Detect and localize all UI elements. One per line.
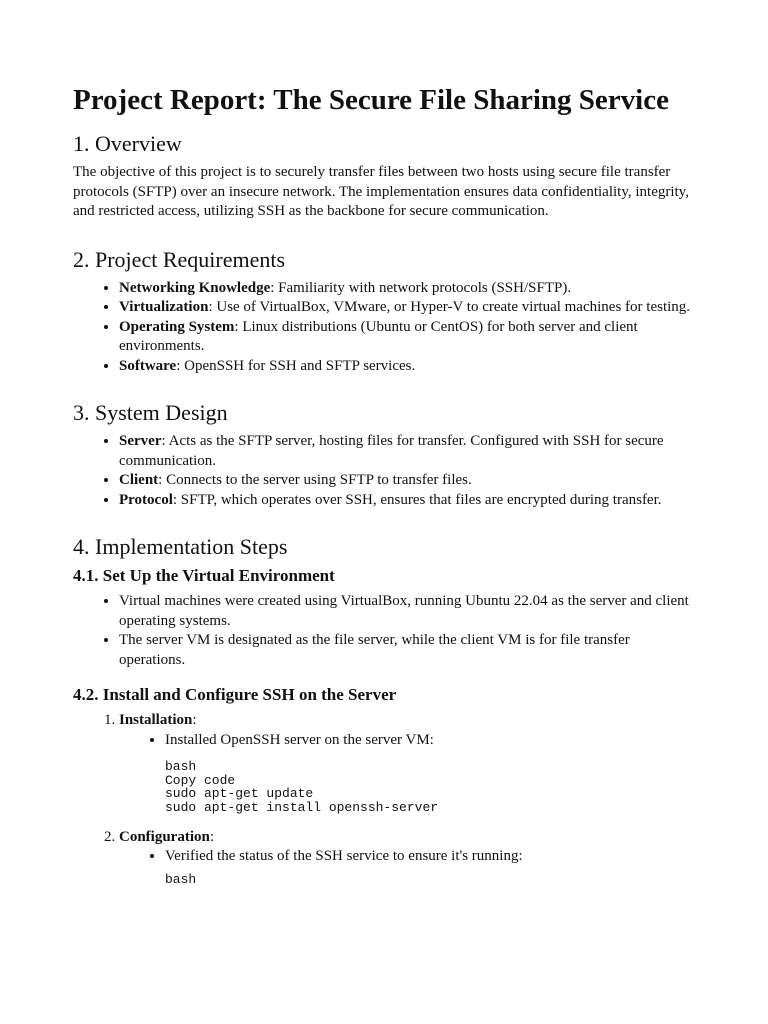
list-item [119,432,698,471]
subsection-heading-ssh: 4.2. Install and Configure SSH on the Server [73,685,397,704]
installation-sublist [119,731,698,751]
list-item: • Virtual machines were created using VirtualBox, running Ubuntu 22.04 as the server and client operating systems. [119,592,698,631]
ssh-steps-list [73,711,698,887]
item-term: Server [119,433,162,449]
document-page [73,84,698,887]
list-item: • The server VM is designated as the file server, while the client VM is for file transfer operations. [119,631,698,670]
item-term: Software [119,357,177,374]
item-text: : OpenSSH for SSH and SFTP services. [176,357,416,374]
subsection-heading-virtual-env: 4.1. Set Up the Virtual Environment [73,566,335,585]
list-item [119,318,698,357]
list-item [119,357,698,377]
code-block: bash [165,871,197,887]
list-item [119,491,698,511]
item-text: : SFTP, which operates over SSH, ensures that files are encrypted during transfer. [172,491,662,508]
item-term: Virtualization [119,299,209,315]
list-item [119,279,698,299]
overview-heading: 1. Overview [73,131,182,156]
step-item-configuration [119,828,698,887]
design-heading: 3. System Design [73,400,228,425]
configuration-sublist [119,847,698,867]
code-block: bash Copy code sudo apt-get update sudo apt-get install openssh-server [165,759,439,816]
step-suffix: : [209,828,215,845]
requirements-list [73,279,698,377]
item-text: : Familiarity with network protocols (SSH/SFTP). [270,279,572,296]
item-text: : Linux distributions (Ubuntu or CentOS) for both server and client environments. [119,318,638,354]
document-title: Project Report: The Secure File Sharing Service [73,84,669,116]
step-item-installation [119,711,698,815]
item-text: : Acts as the SFTP server, hosting files for transfer. Configured with SSH for secure communication. [119,433,664,469]
implementation-heading: 4. Implementation Steps [73,534,288,559]
item-term: Client [119,472,159,488]
list-item [119,471,698,491]
item-term: Operating System [119,318,235,335]
item-term: Protocol [119,491,173,508]
overview-paragraph: The objective of this project is to securely transfer files between two hosts using secure file transfer protocols (SFTP) over an insecure network. The implementation ensures data confidentiality, integrity, and restricted access, utilizing SSH as the backbone for secure communication. [73,164,689,219]
list-item: • Verified the status of the SSH service to ensure it's running: [165,847,698,867]
requirements-heading: 2. Project Requirements [73,246,286,272]
item-text: : Connects to the server using SFTP to transfer files. [158,472,472,488]
step-suffix: : [192,712,197,728]
step-term: Installation [119,712,193,728]
list-item: • Installed OpenSSH server on the server VM: [165,731,698,751]
design-list [73,432,698,510]
item-term: Networking Knowledge [119,279,271,296]
step-term: Configuration [119,828,210,845]
list-item [119,298,698,318]
virtual-env-list [73,592,698,670]
item-text: : Use of VirtualBox, VMware, or Hyper-V to create virtual machines for testing. [208,299,691,315]
